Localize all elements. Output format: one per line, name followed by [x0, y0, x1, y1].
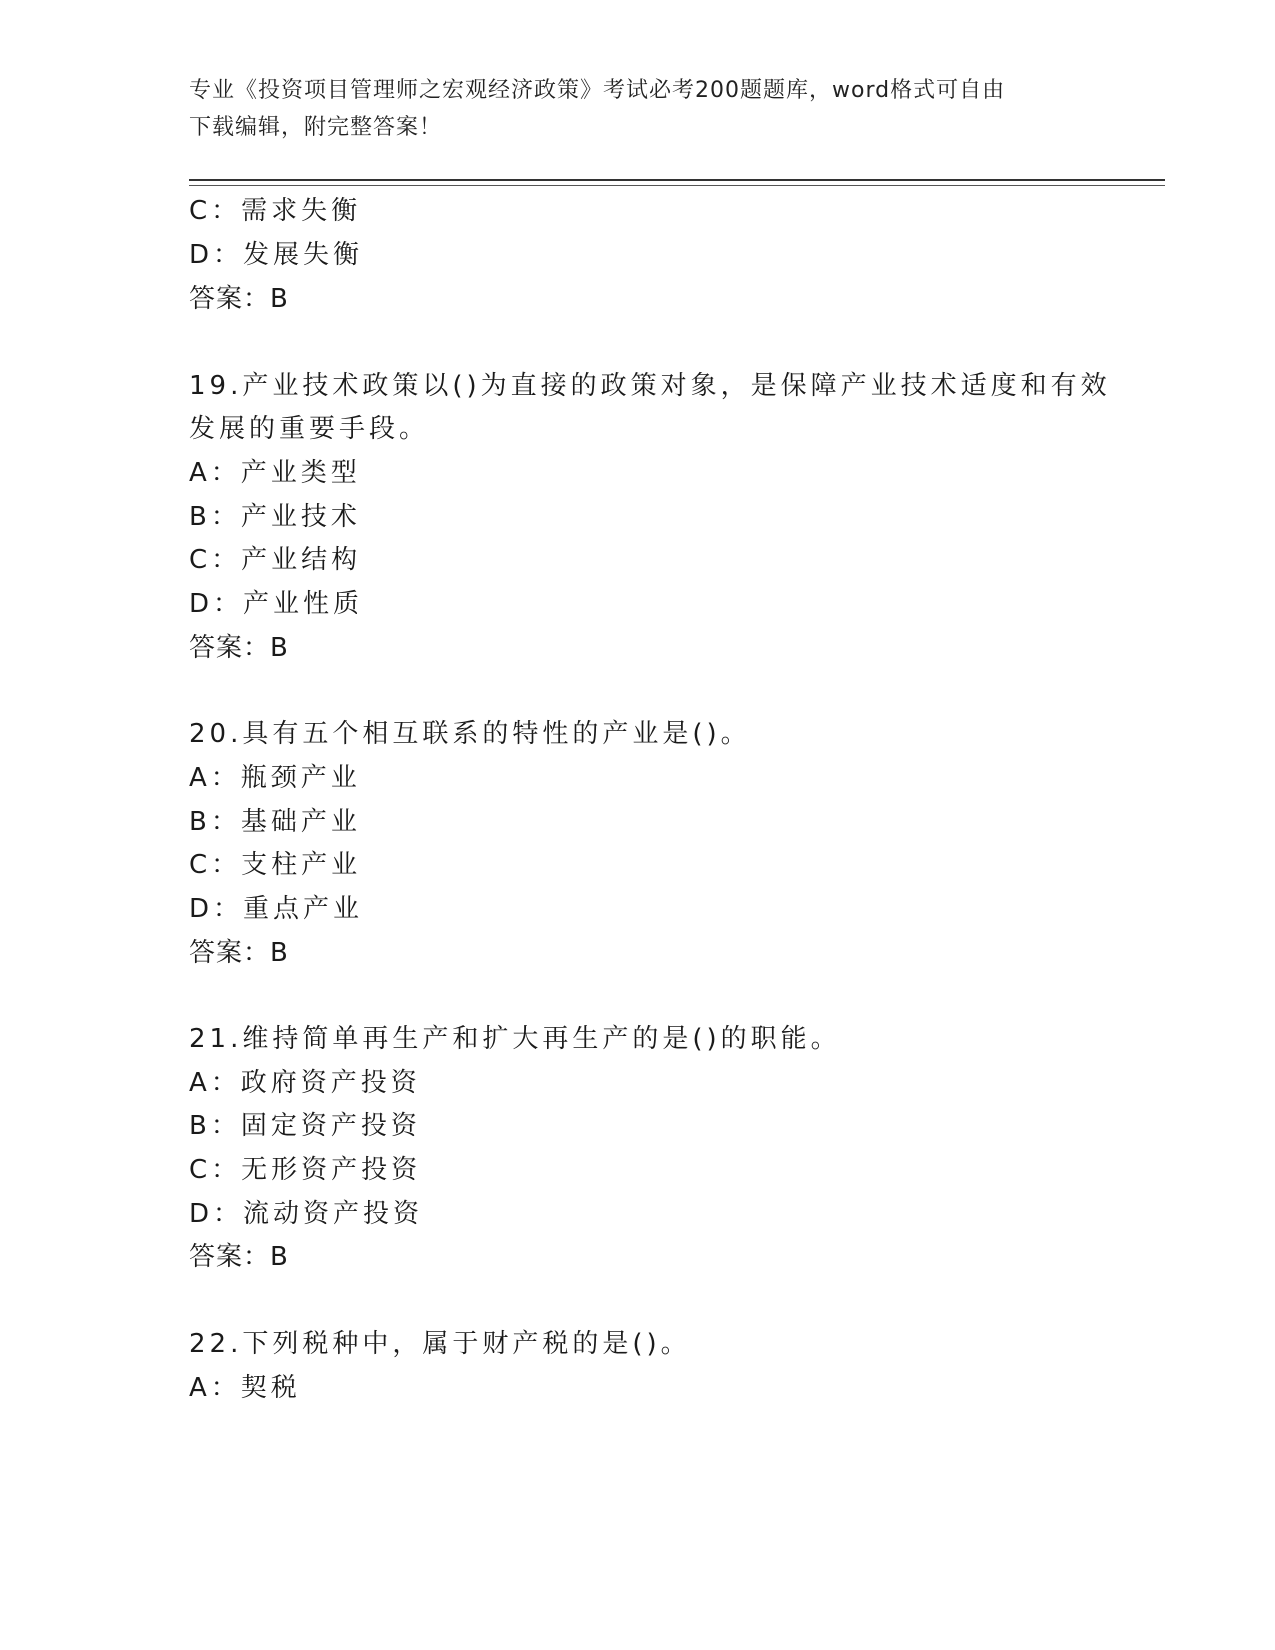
q22-option-a: A：契税	[189, 1373, 301, 1403]
header-rule-thick	[189, 179, 1165, 181]
q20-option-b: B：基础产业	[189, 807, 361, 837]
header-line-2: 下载编辑，附完整答案！	[189, 115, 443, 140]
header-line-1: 专业《投资项目管理师之宏观经济政策》考试必考200题题库，word格式可自由	[189, 78, 1006, 103]
q21-option-a: A：政府资产投资	[189, 1068, 421, 1098]
q19-option-c: C：产业结构	[189, 545, 362, 575]
prev-option-c: C：需求失衡	[189, 196, 362, 226]
q19-option-d: D：产业性质	[189, 589, 364, 619]
q21-option-b: B：固定资产投资	[189, 1111, 421, 1141]
q20-option-c: C：支柱产业	[189, 850, 362, 880]
q21-option-d: D：流动资产投资	[189, 1199, 424, 1229]
q21-stem: 21.维持简单再生产和扩大再生产的是()的职能。	[189, 1024, 841, 1054]
q20-stem: 20.具有五个相互联系的特性的产业是()。	[189, 719, 751, 749]
q21-answer: 答案：B	[189, 1242, 289, 1272]
q19-option-a: A：产业类型	[189, 458, 361, 488]
prev-answer: 答案：B	[189, 284, 289, 314]
q20-option-d: D：重点产业	[189, 894, 364, 924]
q20-answer: 答案：B	[189, 938, 289, 968]
q19-option-b: B：产业技术	[189, 502, 361, 532]
q19-answer: 答案：B	[189, 633, 289, 663]
q20-option-a: A：瓶颈产业	[189, 763, 361, 793]
q19-stem-line-1: 19.产业技术政策以()为直接的政策对象，是保障产业技术适度和有效	[189, 371, 1111, 401]
q19-stem-line-2: 发展的重要手段。	[189, 414, 430, 444]
q22-stem: 22.下列税种中，属于财产税的是()。	[189, 1329, 691, 1359]
q21-option-c: C：无形资产投资	[189, 1155, 422, 1185]
header-rule-thin	[189, 185, 1165, 186]
document-header	[189, 72, 1089, 146]
prev-option-d: D：发展失衡	[189, 240, 364, 270]
